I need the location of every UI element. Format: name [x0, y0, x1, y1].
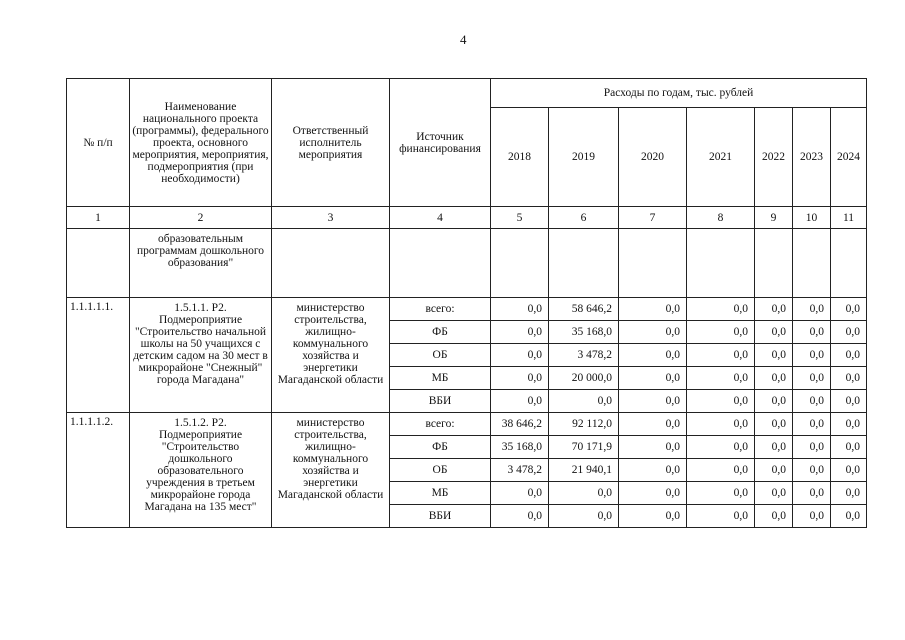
expense-value: 0,0	[755, 436, 793, 459]
expense-value: 0,0	[619, 367, 687, 390]
empty-cell	[272, 229, 390, 298]
expense-value: 0,0	[831, 390, 867, 413]
empty-cell	[390, 229, 491, 298]
expense-value: 0,0	[755, 321, 793, 344]
column-number: 1	[67, 207, 130, 229]
header-source: Источник финансирования	[390, 79, 491, 207]
expense-value: 21 940,1	[549, 459, 619, 482]
expense-value: 0,0	[755, 390, 793, 413]
expense-value: 0,0	[687, 482, 755, 505]
expense-value: 0,0	[687, 505, 755, 528]
column-number: 6	[549, 207, 619, 229]
expense-value: 0,0	[687, 321, 755, 344]
expense-value: 0,0	[831, 367, 867, 390]
column-number: 8	[687, 207, 755, 229]
continuation-row	[67, 229, 867, 298]
expense-value: 0,0	[793, 436, 831, 459]
empty-cell	[549, 229, 619, 298]
funding-source: всего:	[390, 413, 491, 436]
expense-value: 0,0	[619, 505, 687, 528]
funding-source: ВБИ	[390, 390, 491, 413]
funding-source: ФБ	[390, 321, 491, 344]
item-executor: министерство строительства, жилищно-коммунального хозяйства и энергетики Магаданской области	[272, 413, 390, 528]
funding-source: ВБИ	[390, 505, 491, 528]
column-number: 10	[793, 207, 831, 229]
expense-value: 0,0	[619, 321, 687, 344]
expense-value: 0,0	[687, 459, 755, 482]
expense-value: 0,0	[793, 390, 831, 413]
funding-source: ОБ	[390, 344, 491, 367]
empty-cell	[687, 229, 755, 298]
column-number-row	[67, 207, 867, 229]
header-year: 2020	[619, 108, 687, 207]
expense-value: 0,0	[687, 413, 755, 436]
table-row	[67, 413, 867, 436]
funding-source: ОБ	[390, 459, 491, 482]
column-number: 9	[755, 207, 793, 229]
expense-value: 0,0	[755, 413, 793, 436]
expense-value: 0,0	[831, 459, 867, 482]
expense-value: 0,0	[687, 298, 755, 321]
expense-value: 58 646,2	[549, 298, 619, 321]
expense-value: 0,0	[755, 459, 793, 482]
expense-value: 20 000,0	[549, 367, 619, 390]
expense-value: 38 646,2	[491, 413, 549, 436]
item-name: 1.5.1.2. Р2. Подмероприятие "Строительство дошкольного образовательного учреждения в третьем микрорайоне города Магадана на 135 мест"	[130, 413, 272, 528]
continuation-text: образовательным программам дошкольного образования"	[130, 229, 272, 298]
empty-cell	[491, 229, 549, 298]
column-number: 5	[491, 207, 549, 229]
expense-value: 0,0	[619, 459, 687, 482]
expense-value: 0,0	[491, 482, 549, 505]
expense-value: 92 112,0	[549, 413, 619, 436]
expense-value: 0,0	[549, 390, 619, 413]
funding-source: ФБ	[390, 436, 491, 459]
empty-cell	[755, 229, 793, 298]
expenses-table	[66, 78, 867, 528]
expense-value: 35 168,0	[491, 436, 549, 459]
expense-value: 0,0	[831, 413, 867, 436]
header-num: № п/п	[67, 79, 130, 207]
header-year: 2024	[831, 108, 867, 207]
column-number: 4	[390, 207, 491, 229]
expense-value: 0,0	[619, 298, 687, 321]
header-year: 2021	[687, 108, 755, 207]
expense-value: 0,0	[491, 390, 549, 413]
funding-source: всего:	[390, 298, 491, 321]
table-row	[67, 298, 867, 321]
expense-value: 0,0	[755, 505, 793, 528]
column-number: 7	[619, 207, 687, 229]
expense-value: 0,0	[755, 367, 793, 390]
expense-value: 0,0	[619, 344, 687, 367]
expense-value: 0,0	[549, 482, 619, 505]
expense-value: 0,0	[793, 344, 831, 367]
expense-value: 0,0	[491, 321, 549, 344]
expense-value: 0,0	[793, 321, 831, 344]
item-name: 1.5.1.1. Р2. Подмероприятие "Строительство начальной школы на 50 учащихся с детским садом на 30 мест в микрорайоне "Снежный" города Магадана"	[130, 298, 272, 413]
header-executor: Ответственный исполнитель мероприятия	[272, 79, 390, 207]
expense-value: 0,0	[491, 344, 549, 367]
column-number: 3	[272, 207, 390, 229]
header-row-top	[67, 79, 867, 108]
expense-value: 0,0	[619, 390, 687, 413]
expense-value: 0,0	[831, 505, 867, 528]
expense-value: 3 478,2	[491, 459, 549, 482]
empty-cell	[67, 229, 130, 298]
expense-value: 0,0	[619, 436, 687, 459]
expense-value: 0,0	[793, 367, 831, 390]
empty-cell	[793, 229, 831, 298]
expense-value: 0,0	[687, 390, 755, 413]
funding-source: МБ	[390, 367, 491, 390]
header-name: Наименование национального проекта (программы), федерального проекта, основного мероприятия, мероприятия, подмероприятия (при необходимости)	[130, 79, 272, 207]
expense-value: 0,0	[491, 505, 549, 528]
expense-value: 0,0	[755, 344, 793, 367]
expense-value: 0,0	[831, 298, 867, 321]
header-expenses: Расходы по годам, тыс. рублей	[491, 79, 867, 108]
item-id: 1.1.1.1.1.	[67, 298, 130, 413]
expense-value: 0,0	[619, 482, 687, 505]
empty-cell	[619, 229, 687, 298]
expense-value: 3 478,2	[549, 344, 619, 367]
expense-value: 0,0	[755, 482, 793, 505]
expense-value: 0,0	[687, 367, 755, 390]
expense-value: 0,0	[491, 298, 549, 321]
expense-value: 0,0	[549, 505, 619, 528]
expense-value: 0,0	[687, 344, 755, 367]
expense-value: 0,0	[831, 482, 867, 505]
funding-source: МБ	[390, 482, 491, 505]
column-number: 11	[831, 207, 867, 229]
expense-value: 0,0	[619, 413, 687, 436]
expense-value: 35 168,0	[549, 321, 619, 344]
expense-value: 0,0	[793, 459, 831, 482]
expense-value: 0,0	[793, 505, 831, 528]
expense-value: 0,0	[831, 321, 867, 344]
items-body	[67, 298, 867, 528]
header-year: 2023	[793, 108, 831, 207]
expense-value: 0,0	[491, 367, 549, 390]
expense-value: 0,0	[793, 298, 831, 321]
empty-cell	[831, 229, 867, 298]
item-id: 1.1.1.1.2.	[67, 413, 130, 528]
expense-value: 0,0	[831, 344, 867, 367]
item-executor: министерство строительства, жилищно-коммунального хозяйства и энергетики Магаданской области	[272, 298, 390, 413]
header-year: 2019	[549, 108, 619, 207]
expense-value: 0,0	[687, 436, 755, 459]
expense-value: 0,0	[755, 298, 793, 321]
column-number: 2	[130, 207, 272, 229]
expense-value: 0,0	[793, 482, 831, 505]
expense-value: 0,0	[793, 413, 831, 436]
header-year: 2022	[755, 108, 793, 207]
header-year: 2018	[491, 108, 549, 207]
expense-value: 0,0	[831, 436, 867, 459]
expense-value: 70 171,9	[549, 436, 619, 459]
page-number: 4	[460, 32, 467, 47]
